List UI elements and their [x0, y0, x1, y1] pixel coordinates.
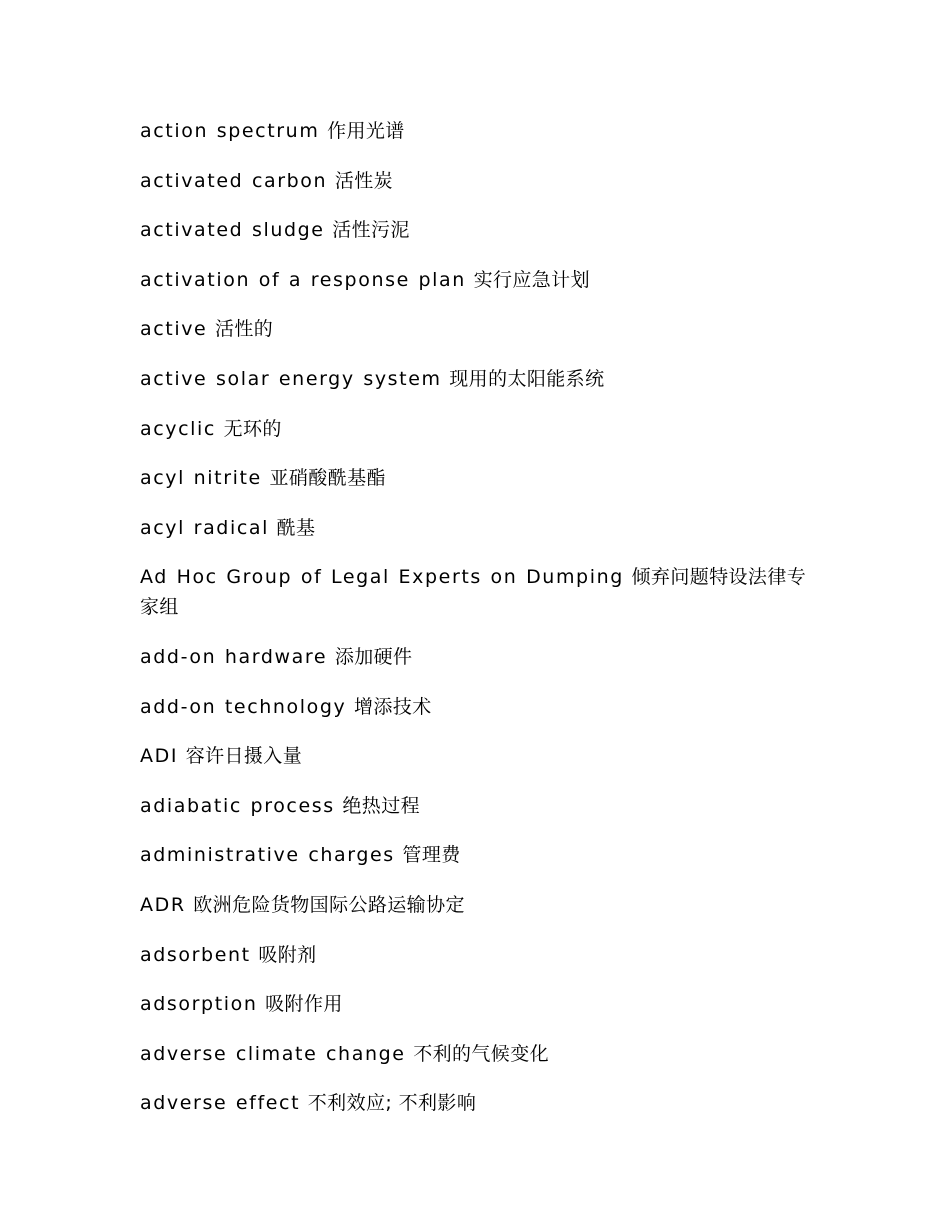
entry-term: Ad Hoc Group of Legal Experts on Dumping	[140, 566, 624, 589]
glossary-entry	[140, 989, 810, 1019]
entry-term: adverse climate change	[140, 1042, 406, 1065]
entry-term: acyl nitrite	[140, 467, 262, 490]
entry-translation: 活性的	[215, 318, 274, 341]
glossary-entry	[140, 364, 810, 394]
glossary-entry	[140, 265, 810, 295]
entry-term: add-on technology	[140, 695, 347, 718]
entry-term: activation of a response plan	[140, 268, 466, 291]
entry-translation: 增添技术	[354, 695, 432, 718]
entry-term: active	[140, 318, 208, 341]
glossary-entry	[140, 692, 810, 722]
glossary-entry	[140, 463, 810, 493]
entry-translation: 吸附作用	[265, 993, 343, 1016]
entry-translation: 吸附剂	[258, 943, 317, 966]
entry-translation: 管理费	[402, 844, 461, 867]
entry-term: action spectrum	[140, 120, 320, 142]
glossary-entry	[140, 215, 810, 245]
entry-translation: 不利效应; 不利影响	[307, 1092, 477, 1115]
entry-translation: 添加硬件	[334, 645, 413, 668]
glossary-entry	[140, 314, 810, 344]
glossary-entry	[140, 791, 810, 821]
entry-term: adsorption	[140, 993, 258, 1016]
glossary-entry	[140, 1039, 810, 1069]
entry-term: adverse effect	[140, 1092, 301, 1115]
entry-translation: 活性污泥	[332, 219, 410, 242]
entry-translation: 不利的气候变化	[413, 1042, 549, 1065]
glossary-entry	[140, 1088, 810, 1118]
entry-translation: 容许日摄入量	[185, 745, 303, 768]
glossary-entry	[140, 562, 810, 622]
glossary-entry	[140, 940, 810, 970]
entry-translation: 活性炭	[334, 169, 394, 192]
entry-translation: 欧洲危险货物国际公路运输协定	[193, 893, 465, 916]
glossary-entry	[140, 116, 810, 146]
entry-term: administrative charges	[140, 844, 395, 867]
entry-translation: 倾弃问题特设法律专家组	[140, 566, 807, 619]
glossary-entry	[140, 166, 810, 196]
entry-term: adiabatic process	[140, 794, 335, 817]
entry-translation: 绝热过程	[342, 794, 421, 817]
entry-term: ADR	[140, 893, 186, 916]
glossary-entry	[140, 840, 810, 870]
glossary-entry	[140, 741, 810, 771]
glossary-list	[140, 116, 810, 1138]
entry-translation: 亚硝酸酰基酯	[269, 467, 386, 490]
entry-translation: 现用的太阳能系统	[449, 367, 605, 390]
entry-term: activated carbon	[140, 169, 328, 192]
entry-term: active solar energy system	[140, 367, 442, 390]
glossary-entry	[140, 414, 810, 444]
entry-translation: 作用光谱	[327, 120, 405, 142]
entry-term: ADI	[140, 745, 179, 768]
entry-term: add-on hardware	[140, 645, 328, 668]
entry-translation: 无环的	[223, 417, 282, 440]
entry-term: activated sludge	[140, 219, 325, 242]
entry-translation: 酰基	[276, 516, 316, 539]
entry-term: acyclic	[140, 417, 216, 440]
glossary-entry	[140, 890, 810, 920]
glossary-entry	[140, 513, 810, 543]
glossary-entry	[140, 642, 810, 672]
entry-translation: 实行应急计划	[473, 268, 590, 291]
entry-term: acyl radical	[140, 516, 270, 539]
entry-term: adsorbent	[140, 943, 251, 966]
